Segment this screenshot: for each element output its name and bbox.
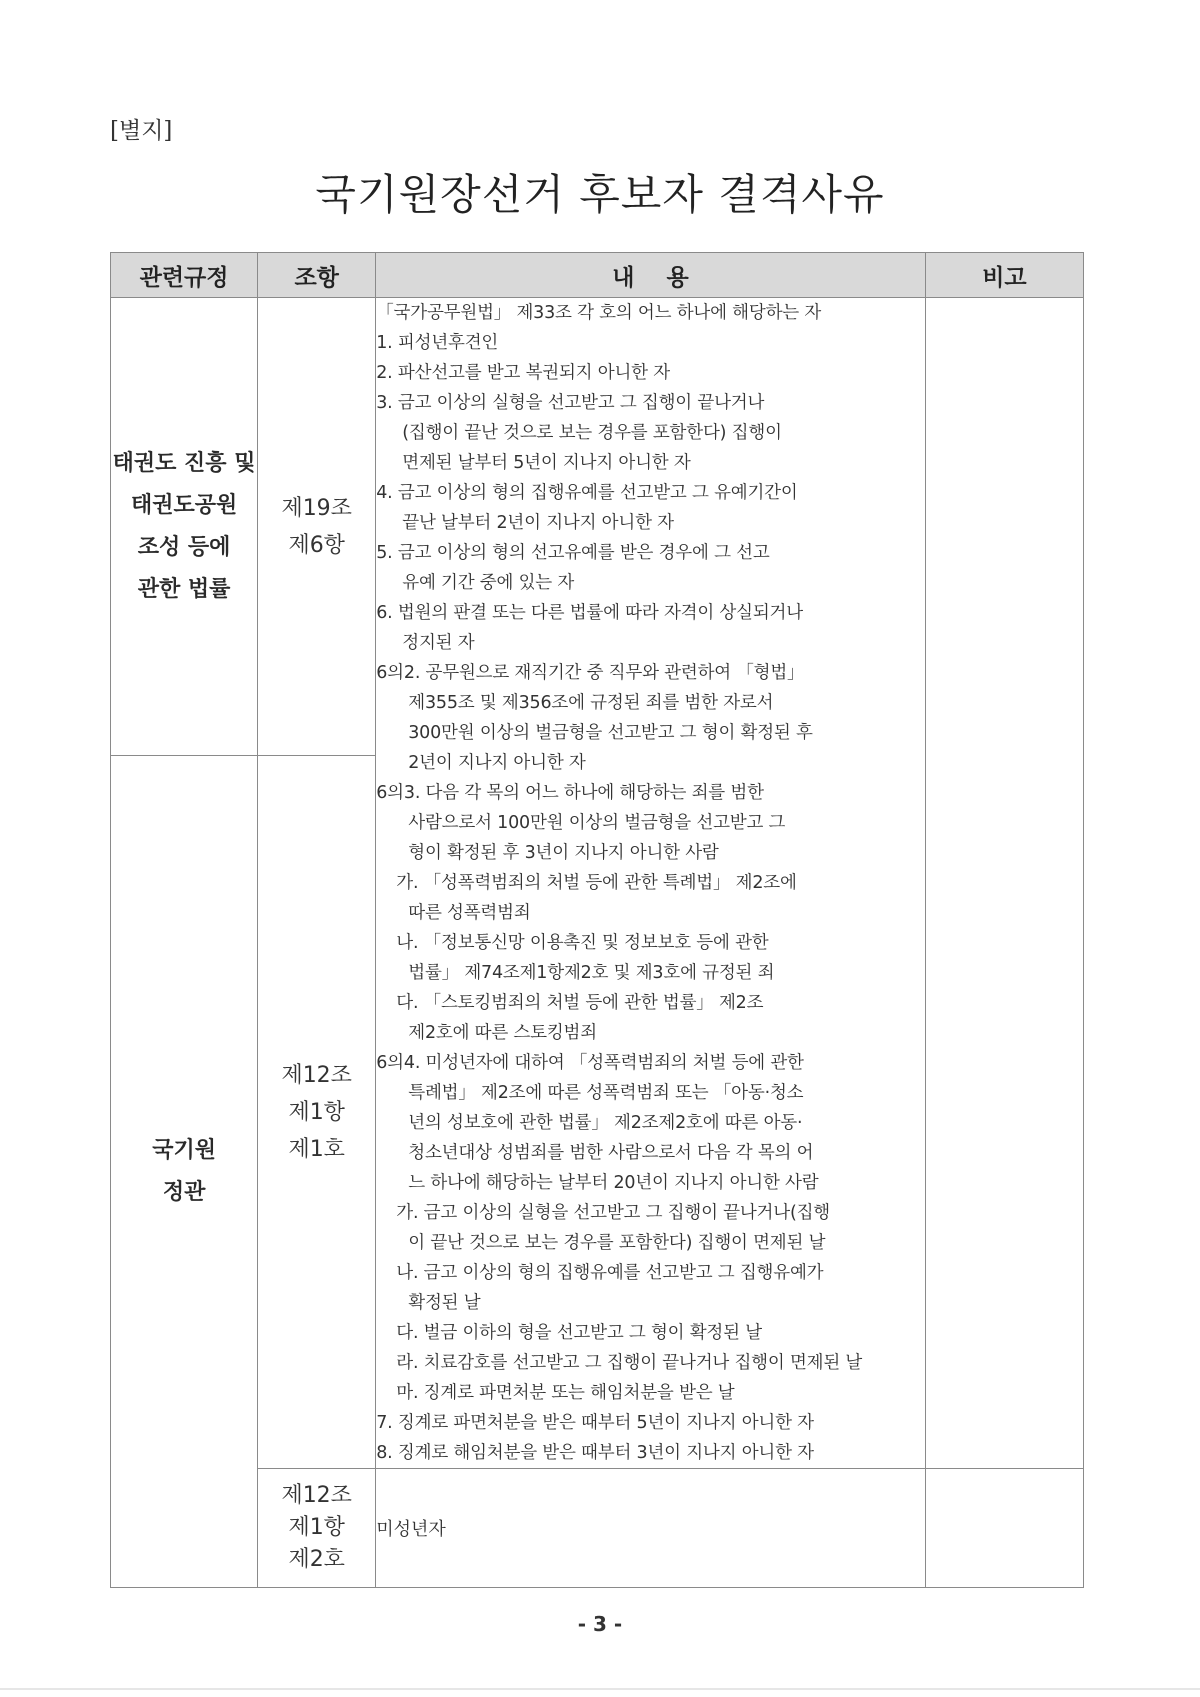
content-line: 300만원 이상의 벌금형을 선고받고 그 형이 확정된 후 xyxy=(408,723,813,743)
article-line: 제1호 xyxy=(288,1136,345,1162)
content-line: 형이 확정된 후 3년이 지나지 아니한 사람 xyxy=(408,843,719,863)
disqualification-table xyxy=(110,252,1084,1588)
article-line: 제1항 xyxy=(288,1515,345,1540)
table-header-row xyxy=(111,253,1084,298)
content-line: 따른 성폭력범죄 xyxy=(408,903,531,923)
law-line: 조성 등에 xyxy=(137,534,231,560)
content-line: 끝난 날부터 2년이 지나지 아니한 자 xyxy=(402,513,674,533)
content-line: 4. 금고 이상의 형의 집행유예를 선고받고 그 유예기간이 xyxy=(376,483,798,503)
content-line: 특례법」 제2조에 따른 성폭력범죄 또는 「아동·청소 xyxy=(408,1083,804,1103)
content-cell-minor: 미성년자 xyxy=(376,1469,926,1588)
article-cell-12-1-1 xyxy=(258,756,376,1469)
content-line: 7. 징계로 파면처분을 받은 때부터 5년이 지나지 아니한 자 xyxy=(376,1413,814,1433)
content-cell-disqualification xyxy=(376,298,926,1469)
content-line: 2. 파산선고를 받고 복권되지 아니한 자 xyxy=(376,363,670,383)
article-line: 제12조 xyxy=(281,1062,352,1088)
content-line: 제2호에 따른 스토킹범죄 xyxy=(408,1023,597,1043)
article-line: 제19조 xyxy=(281,495,352,521)
content-line: 1. 피성년후견인 xyxy=(376,333,499,353)
content-line: 「국가공무원법」 제33조 각 호의 어느 하나에 해당하는 자 xyxy=(376,303,822,323)
header-content: 내 용 xyxy=(376,253,926,298)
content-line: 년의 성보호에 관한 법률」 제2조제2호에 따른 아동· xyxy=(408,1113,803,1133)
content-line: 청소년대상 성범죄를 범한 사람으로서 다음 각 목의 어 xyxy=(408,1143,814,1163)
content-line: 확정된 날 xyxy=(408,1293,481,1313)
content-line: 이 끝난 것으로 보는 경우를 포함한다) 집행이 면제된 날 xyxy=(408,1233,826,1253)
article-cell-19-6 xyxy=(258,298,376,756)
note-cell xyxy=(925,1469,1083,1588)
content-line: 가. 금고 이상의 실형을 선고받고 그 집행이 끝나거나(집행 xyxy=(396,1203,830,1223)
note-cell xyxy=(925,298,1083,1469)
header-article: 조항 xyxy=(258,253,376,298)
content-line: 라. 치료감호를 선고받고 그 집행이 끝나거나 집행이 면제된 날 xyxy=(396,1353,863,1373)
law-line: 태권도공원 xyxy=(130,492,238,518)
article-line: 제6항 xyxy=(288,532,345,558)
law-line: 관한 법률 xyxy=(137,576,231,602)
content-line: 6의4. 미성년자에 대하여 「성폭력범죄의 처벌 등에 관한 xyxy=(376,1053,804,1073)
article-line: 제12조 xyxy=(281,1483,352,1508)
content-line: (집행이 끝난 것으로 보는 경우를 포함한다) 집행이 xyxy=(402,423,782,443)
content-line: 5. 금고 이상의 형의 선고유예를 받은 경우에 그 선고 xyxy=(376,543,770,563)
header-law: 관련규정 xyxy=(111,253,258,298)
content-line: 다. 벌금 이하의 형을 선고받고 그 형이 확정된 날 xyxy=(396,1323,762,1343)
content-line: 6의2. 공무원으로 재직기간 중 직무와 관련하여 「형법」 xyxy=(376,663,805,683)
law-cell-taekwondo-act xyxy=(111,298,258,756)
article-line: 제1항 xyxy=(288,1099,345,1125)
content-line: 정지된 자 xyxy=(402,633,475,653)
content-line: 2년이 지나지 아니한 자 xyxy=(408,753,586,773)
header-note: 비고 xyxy=(925,253,1083,298)
document-title: 국기원장선거 후보자 결격사유 xyxy=(315,170,885,219)
content-line: 나. 금고 이상의 형의 집행유예를 선고받고 그 집행유예가 xyxy=(396,1263,824,1283)
law-line: 국기원 xyxy=(152,1137,216,1163)
law-line: 태권도 진흥 및 xyxy=(112,450,256,476)
content-line: 마. 징계로 파면처분 또는 해임처분을 받은 날 xyxy=(396,1383,735,1403)
content-line: 가. 「성폭력범죄의 처벌 등에 관한 특례법」 제2조에 xyxy=(396,873,797,893)
law-cell-kukkiwon-articles xyxy=(111,756,258,1588)
disqualification-table-wrapper xyxy=(110,252,1084,1573)
content-line: 8. 징계로 해임처분을 받은 때부터 3년이 지나지 아니한 자 xyxy=(376,1443,814,1463)
content-line: 6의3. 다음 각 목의 어느 하나에 해당하는 죄를 범한 xyxy=(376,783,764,803)
content-line: 사람으로서 100만원 이상의 벌금형을 선고받고 그 xyxy=(408,813,786,833)
content-line: 다. 「스토킹범죄의 처벌 등에 관한 법률」 제2조 xyxy=(396,993,764,1013)
article-cell-12-1-2 xyxy=(258,1469,376,1588)
content-line: 3. 금고 이상의 실형을 선고받고 그 집행이 끝나거나 xyxy=(376,393,765,413)
table-row xyxy=(111,298,1084,756)
law-line: 정관 xyxy=(162,1179,206,1205)
content-line: 6. 법원의 판결 또는 다른 법률에 따라 자격이 상실되거나 xyxy=(376,603,803,623)
page-label: [별지] xyxy=(110,118,173,144)
content-line: 제355조 및 제356조에 규정된 죄를 범한 자로서 xyxy=(408,693,774,713)
page-number: - 3 - xyxy=(577,1612,623,1636)
content-line: 법률」 제74조제1항제2호 및 제3호에 규정된 죄 xyxy=(408,963,775,983)
article-line: 제2호 xyxy=(288,1547,345,1572)
content-line: 느 하나에 해당하는 날부터 20년이 지나지 아니한 사람 xyxy=(408,1173,819,1193)
footer-divider xyxy=(0,1688,1200,1690)
content-line: 나. 「정보통신망 이용촉진 및 정보보호 등에 관한 xyxy=(396,933,769,953)
content-line: 유예 기간 중에 있는 자 xyxy=(402,573,575,593)
content-line: 면제된 날부터 5년이 지나지 아니한 자 xyxy=(402,453,691,473)
